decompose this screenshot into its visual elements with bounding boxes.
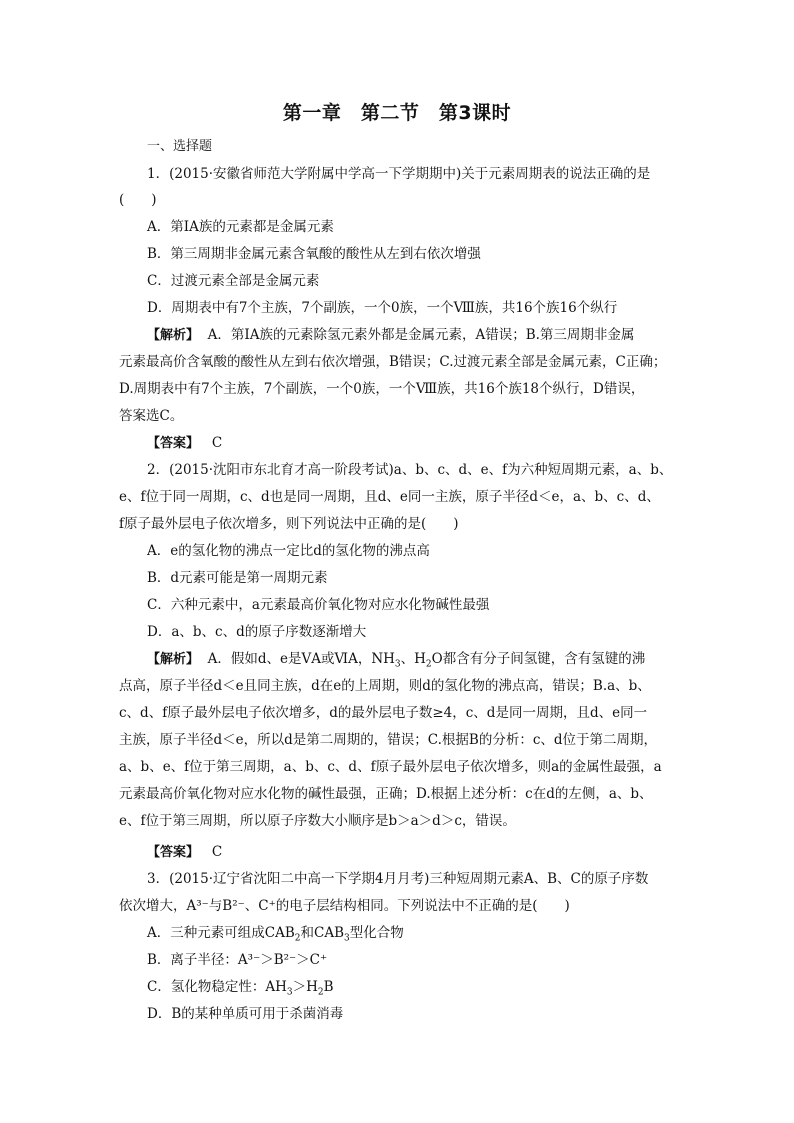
q2-analysis-line-5: a、b、e、f位于第三周期，a、b、c、d、f原子最外层电子依次增多，则a的金属性最强，a — [119, 759, 662, 775]
q1-stem-line-2: ( ) — [119, 192, 157, 208]
q1-analysis-line-2: 元素最高价含氧酸的酸性从左到右依次增强，B错误；C.过渡元素全部是金属元素，C正确； — [119, 354, 667, 370]
q1-analysis-text-1: A．第ⅠA族的元素除氢元素外都是金属元素，A错误；B.第三周期非金属 — [207, 327, 635, 343]
q1-option-c: C．过渡元素全部是金属元素 — [147, 273, 320, 289]
q2-stem-line-1: 2．(2015·沈阳市东北育才高一阶段考试)a、b、c、d、e、f为六种短周期元素，a、b、 — [147, 462, 673, 478]
q2-stem-line-3: f原子最外层电子依次增多，则下列说法中正确的是( ) — [119, 516, 459, 532]
q3-option-a-text-end: 型化合物 — [349, 925, 404, 941]
q1-option-a: A．第ⅠA族的元素都是金属元素 — [147, 219, 334, 235]
q1-analysis-line-4: 答案选C。 — [119, 408, 184, 424]
q3-option-c-text-end: B — [323, 979, 334, 995]
q3-option-c — [147, 978, 334, 996]
q2-option-c: C．六种元素中，a元素最高价氧化物对应水化物碱性最强 — [147, 597, 490, 613]
q3-stem-line-2: 依次增大，A³⁻与B²⁻、C⁺的电子层结构相同。下列说法中不正确的是( ) — [119, 898, 570, 914]
q1-answer: C — [211, 435, 223, 451]
analysis-label: 【解析】 — [147, 328, 200, 343]
q2-analysis-line-4: 主族，原子半径d＜e，所以d是第二周期的，错误；C.根据B的分析：c、d位于第二周期， — [119, 732, 658, 748]
answer-label: 【答案】 — [147, 845, 200, 860]
subscript: 3 — [286, 987, 293, 998]
q3-stem-line-1: 3．(2015·辽宁省沈阳二中高一下学期4月月考)三种短周期元素A、B、C的原子序数 — [147, 871, 649, 887]
q2-analysis-line-1 — [147, 650, 645, 669]
q2-answer: C — [211, 844, 223, 860]
q2-answer-line — [147, 843, 222, 862]
q1-option-b: B．第三周期非金属元素含氧酸的酸性从左到右依次增强 — [147, 246, 481, 262]
q2-option-b: B．d元素可能是第一周期元素 — [147, 570, 328, 586]
q2-option-a: A．e的氢化物的沸点一定比d的氢化物的沸点高 — [147, 543, 430, 559]
analysis-label: 【解析】 — [147, 652, 200, 667]
subscript: 2 — [294, 933, 301, 944]
q3-option-d: D．B的某种单质可用于杀菌消毒 — [147, 1006, 344, 1022]
q1-analysis-line-1 — [147, 326, 634, 345]
q3-option-b: B．离子半径：A³⁻＞B²⁻＞C⁺ — [147, 952, 328, 968]
page-title: 第一章 第二节 第3课时 — [282, 102, 512, 124]
subscript: 2 — [425, 659, 432, 670]
q3-option-a-text-mid: 和CAB — [300, 925, 344, 941]
subscript: 2 — [317, 987, 324, 998]
q2-analysis-line-6: 元素最高价氧化物对应水化物的碱性最强，正确；D.根据上述分析：c在d的左侧，a、b、 — [119, 786, 653, 802]
q2-analysis-line-7: e、f位于第三周期，所以原子序数大小顺序是b＞a＞d＞c，错误。 — [119, 813, 516, 829]
section-heading: 一、选择题 — [147, 139, 213, 154]
q2-analysis-text-1a: A．假如d、e是ⅤA或ⅥA，NH — [207, 651, 395, 667]
q2-analysis-line-2: 点高，原子半径d＜e且同主族，d在e的上周期，则d的氢化物的沸点高，错误；B.a、b、 — [119, 678, 651, 694]
q2-analysis-line-3: c、d、f原子最外层电子依次增多，d的最外层电子数≥4，c、d是同一周期，且d、e同一 — [119, 705, 648, 721]
subscript: 3 — [394, 659, 401, 670]
q3-option-a-text: A．三种元素可组成CAB — [147, 925, 295, 941]
q2-option-d: D．a、b、c、d的原子序数逐渐增大 — [147, 624, 367, 640]
q2-stem-line-2: e、f位于同一周期，c、d也是同一周期，且d、e同一主族，原子半径d＜e，a、b、c、d、 — [119, 489, 660, 505]
answer-label: 【答案】 — [147, 436, 200, 451]
q1-stem-line-1: 1．(2015·安徽省师范大学附属中学高一下学期期中)关于元素周期表的说法正确的是 — [147, 166, 651, 182]
q1-answer-line — [147, 434, 222, 453]
q3-option-a — [147, 924, 404, 942]
subscript: 3 — [343, 933, 350, 944]
q1-analysis-line-3: D.周期表中有7个主族，7个副族，一个0族，一个Ⅷ族，共16个族18个纵行，D错误， — [119, 381, 645, 397]
q3-option-c-text-mid: ＞H — [292, 979, 318, 995]
q1-option-d: D．周期表中有7个主族，7个副族，一个0族，一个Ⅷ族，共16个族16个纵行 — [147, 300, 618, 316]
q3-option-c-text: C．氢化物稳定性：AH — [147, 979, 287, 995]
q2-analysis-text-1b: 、H — [400, 651, 426, 667]
q2-analysis-text-1c: O都含有分子间氢键，含有氢键的沸 — [431, 651, 646, 667]
